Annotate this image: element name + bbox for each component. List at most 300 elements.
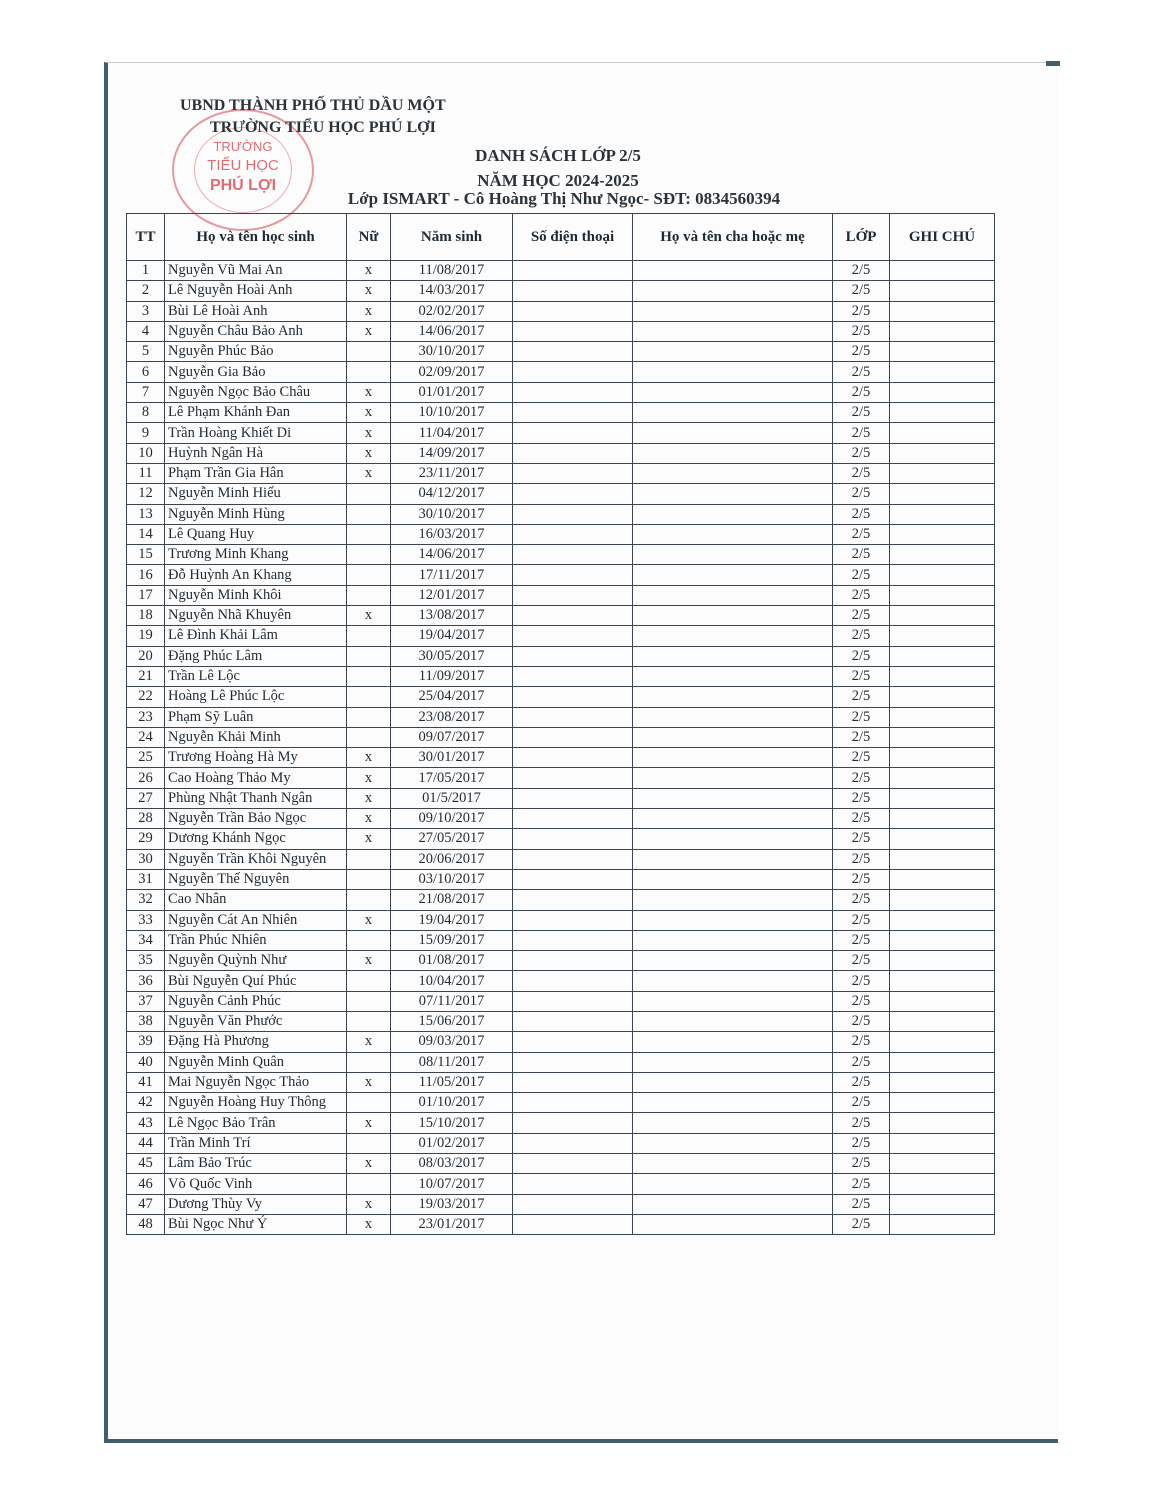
cell-birth-date: 19/04/2017 (391, 626, 513, 646)
cell-class: 2/5 (833, 869, 890, 889)
cell-student-name: Cao Nhân (165, 890, 347, 910)
authority-name: UBND THÀNH PHỐ THỦ DẦU MỘT (180, 97, 446, 114)
cell-student-name: Nguyễn Cát An Nhiên (165, 910, 347, 930)
cell-female: x (347, 768, 391, 788)
cell-student-name: Bùi Nguyễn Quí Phúc (165, 971, 347, 991)
cell-parent-name (633, 748, 833, 768)
cell-birth-date: 15/10/2017 (391, 1113, 513, 1133)
cell-student-name: Mai Nguyễn Ngọc Thảo (165, 1072, 347, 1092)
cell-class: 2/5 (833, 707, 890, 727)
cell-parent-name (633, 463, 833, 483)
cell-class: 2/5 (833, 930, 890, 950)
cell-class: 2/5 (833, 524, 890, 544)
cell-student-name: Lê Nguyễn Hoài Anh (165, 281, 347, 301)
cell-female (347, 646, 391, 666)
cell-female (347, 524, 391, 544)
cell-female: x (347, 423, 391, 443)
cell-class: 2/5 (833, 261, 890, 281)
cell-class: 2/5 (833, 1154, 890, 1174)
cell-student-name: Nguyễn Trần Khôi Nguyên (165, 849, 347, 869)
cell-tt: 45 (127, 1154, 165, 1174)
cell-phone (513, 707, 633, 727)
table-row (127, 463, 995, 483)
cell-tt: 17 (127, 585, 165, 605)
cell-tt: 24 (127, 727, 165, 747)
cell-phone (513, 606, 633, 626)
cell-notes (890, 1032, 995, 1052)
cell-phone (513, 748, 633, 768)
school-year: NĂM HỌC 2024-2025 (477, 171, 639, 190)
table-row (127, 545, 995, 565)
cell-phone (513, 463, 633, 483)
cell-birth-date: 01/01/2017 (391, 382, 513, 402)
cell-birth-date: 30/01/2017 (391, 748, 513, 768)
cell-parent-name (633, 585, 833, 605)
cell-tt: 42 (127, 1093, 165, 1113)
school-name: TRƯỜNG TIỂU HỌC PHÚ LỢI (210, 119, 436, 136)
cell-parent-name (633, 484, 833, 504)
cell-notes (890, 423, 995, 443)
cell-female: x (347, 748, 391, 768)
cell-female: x (347, 606, 391, 626)
cell-tt: 21 (127, 666, 165, 686)
cell-phone (513, 971, 633, 991)
cell-notes (890, 1133, 995, 1153)
cell-phone (513, 423, 633, 443)
cell-tt: 40 (127, 1052, 165, 1072)
table-row (127, 687, 995, 707)
table-row (127, 1133, 995, 1153)
cell-notes (890, 626, 995, 646)
cell-female: x (347, 788, 391, 808)
cell-parent-name (633, 727, 833, 747)
cell-tt: 28 (127, 809, 165, 829)
cell-tt: 10 (127, 443, 165, 463)
cell-birth-date: 17/11/2017 (391, 565, 513, 585)
col-header-phone: Số điện thoại (513, 214, 633, 261)
cell-tt: 33 (127, 910, 165, 930)
cell-class: 2/5 (833, 1174, 890, 1194)
table-row (127, 423, 995, 443)
cell-tt: 4 (127, 321, 165, 341)
cell-phone (513, 910, 633, 930)
col-header-class: LỚP (833, 214, 890, 261)
cell-notes (890, 545, 995, 565)
cell-phone (513, 382, 633, 402)
cell-notes (890, 768, 995, 788)
cell-birth-date: 15/09/2017 (391, 930, 513, 950)
cell-birth-date: 04/12/2017 (391, 484, 513, 504)
table-row (127, 403, 995, 423)
cell-student-name: Trần Hoàng Khiết Di (165, 423, 347, 443)
cell-female (347, 890, 391, 910)
cell-class: 2/5 (833, 788, 890, 808)
cell-parent-name (633, 809, 833, 829)
cell-phone (513, 930, 633, 950)
table-row (127, 849, 995, 869)
cell-class: 2/5 (833, 403, 890, 423)
cell-phone (513, 321, 633, 341)
cell-notes (890, 788, 995, 808)
table-row (127, 727, 995, 747)
cell-phone (513, 484, 633, 504)
cell-parent-name (633, 869, 833, 889)
cell-birth-date: 23/11/2017 (391, 463, 513, 483)
cell-notes (890, 1052, 995, 1072)
table-row (127, 829, 995, 849)
cell-birth-date: 27/05/2017 (391, 829, 513, 849)
cell-class: 2/5 (833, 484, 890, 504)
table-row (127, 809, 995, 829)
cell-tt: 7 (127, 382, 165, 402)
table-row (127, 1174, 995, 1194)
cell-female (347, 1052, 391, 1072)
cell-notes (890, 281, 995, 301)
cell-class: 2/5 (833, 342, 890, 362)
table-row (127, 382, 995, 402)
cell-notes (890, 971, 995, 991)
cell-birth-date: 10/07/2017 (391, 1174, 513, 1194)
cell-tt: 16 (127, 565, 165, 585)
cell-female (347, 626, 391, 646)
cell-class: 2/5 (833, 1214, 890, 1234)
cell-class: 2/5 (833, 585, 890, 605)
cell-student-name: Lê Quang Huy (165, 524, 347, 544)
cell-tt: 19 (127, 626, 165, 646)
cell-class: 2/5 (833, 565, 890, 585)
cell-female: x (347, 809, 391, 829)
table-row (127, 1194, 995, 1214)
cell-notes (890, 869, 995, 889)
class-teacher-line: Lớp ISMART - Cô Hoàng Thị Như Ngọc- SĐT: 0834560394 (347, 189, 781, 208)
cell-birth-date: 09/03/2017 (391, 1032, 513, 1052)
table-row (127, 342, 995, 362)
cell-notes (890, 362, 995, 382)
cell-tt: 32 (127, 890, 165, 910)
document-title-block (328, 143, 788, 193)
table-row (127, 504, 995, 524)
cell-parent-name (633, 403, 833, 423)
cell-parent-name (633, 687, 833, 707)
cell-tt: 3 (127, 301, 165, 321)
table-row (127, 484, 995, 504)
cell-parent-name (633, 545, 833, 565)
cell-phone (513, 1093, 633, 1113)
cell-birth-date: 14/09/2017 (391, 443, 513, 463)
cell-class: 2/5 (833, 687, 890, 707)
cell-class: 2/5 (833, 646, 890, 666)
cell-birth-date: 08/03/2017 (391, 1154, 513, 1174)
cell-student-name: Nguyễn Cảnh Phúc (165, 991, 347, 1011)
table-row (127, 281, 995, 301)
cell-female: x (347, 910, 391, 930)
table-row (127, 971, 995, 991)
cell-birth-date: 12/01/2017 (391, 585, 513, 605)
cell-parent-name (633, 707, 833, 727)
cell-birth-date: 11/08/2017 (391, 261, 513, 281)
cell-parent-name (633, 301, 833, 321)
cell-class: 2/5 (833, 423, 890, 443)
table-row (127, 1032, 995, 1052)
cell-tt: 27 (127, 788, 165, 808)
cell-tt: 5 (127, 342, 165, 362)
cell-female (347, 342, 391, 362)
cell-notes (890, 991, 995, 1011)
cell-student-name: Phùng Nhật Thanh Ngân (165, 788, 347, 808)
cell-notes (890, 1194, 995, 1214)
cell-class: 2/5 (833, 951, 890, 971)
cell-class: 2/5 (833, 991, 890, 1011)
cell-class: 2/5 (833, 890, 890, 910)
cell-notes (890, 1093, 995, 1113)
cell-tt: 14 (127, 524, 165, 544)
cell-student-name: Nguyễn Trần Bảo Ngọc (165, 809, 347, 829)
cell-parent-name (633, 1113, 833, 1133)
cell-tt: 31 (127, 869, 165, 889)
cell-parent-name (633, 342, 833, 362)
table-row (127, 768, 995, 788)
cell-tt: 22 (127, 687, 165, 707)
cell-tt: 11 (127, 463, 165, 483)
cell-female: x (347, 463, 391, 483)
scan-edge-mark (1046, 61, 1060, 66)
cell-birth-date: 20/06/2017 (391, 849, 513, 869)
cell-student-name: Dương Thùy Vy (165, 1194, 347, 1214)
cell-birth-date: 14/06/2017 (391, 321, 513, 341)
cell-phone (513, 727, 633, 747)
cell-class: 2/5 (833, 504, 890, 524)
cell-class: 2/5 (833, 362, 890, 382)
cell-tt: 26 (127, 768, 165, 788)
cell-tt: 20 (127, 646, 165, 666)
cell-female: x (347, 1032, 391, 1052)
cell-phone (513, 261, 633, 281)
cell-notes (890, 727, 995, 747)
cell-parent-name (633, 443, 833, 463)
cell-birth-date: 23/01/2017 (391, 1214, 513, 1234)
cell-phone (513, 1052, 633, 1072)
cell-notes (890, 890, 995, 910)
cell-phone (513, 1032, 633, 1052)
cell-student-name: Nguyễn Quỳnh Như (165, 951, 347, 971)
cell-class: 2/5 (833, 1093, 890, 1113)
cell-student-name: Đỗ Huỳnh An Khang (165, 565, 347, 585)
cell-phone (513, 443, 633, 463)
table-row (127, 321, 995, 341)
table-row (127, 261, 995, 281)
table-row (127, 869, 995, 889)
cell-phone (513, 788, 633, 808)
cell-birth-date: 09/07/2017 (391, 727, 513, 747)
cell-birth-date: 16/03/2017 (391, 524, 513, 544)
cell-phone (513, 585, 633, 605)
cell-notes (890, 261, 995, 281)
cell-notes (890, 301, 995, 321)
cell-phone (513, 849, 633, 869)
cell-tt: 38 (127, 1011, 165, 1031)
cell-student-name: Nguyễn Minh Hiếu (165, 484, 347, 504)
cell-female: x (347, 1113, 391, 1133)
cell-female: x (347, 321, 391, 341)
cell-phone (513, 890, 633, 910)
cell-notes (890, 1072, 995, 1092)
cell-phone (513, 362, 633, 382)
cell-parent-name (633, 1072, 833, 1092)
cell-female: x (347, 1214, 391, 1234)
table-row (127, 1052, 995, 1072)
cell-phone (513, 829, 633, 849)
cell-female (347, 1174, 391, 1194)
table-row (127, 443, 995, 463)
table-row (127, 910, 995, 930)
col-header-tt: TT (127, 214, 165, 261)
cell-phone (513, 1194, 633, 1214)
cell-female: x (347, 829, 391, 849)
cell-tt: 46 (127, 1174, 165, 1194)
cell-notes (890, 646, 995, 666)
cell-student-name: Trần Minh Trí (165, 1133, 347, 1153)
cell-female (347, 707, 391, 727)
cell-tt: 18 (127, 606, 165, 626)
cell-parent-name (633, 991, 833, 1011)
table-row (127, 788, 995, 808)
cell-phone (513, 1113, 633, 1133)
cell-birth-date: 10/04/2017 (391, 971, 513, 991)
cell-student-name: Trương Minh Khang (165, 545, 347, 565)
cell-class: 2/5 (833, 443, 890, 463)
cell-notes (890, 342, 995, 362)
cell-parent-name (633, 646, 833, 666)
cell-birth-date: 07/11/2017 (391, 991, 513, 1011)
cell-student-name: Nguyễn Minh Quân (165, 1052, 347, 1072)
cell-parent-name (633, 910, 833, 930)
cell-class: 2/5 (833, 1133, 890, 1153)
cell-student-name: Nguyễn Phúc Bảo (165, 342, 347, 362)
cell-student-name: Nguyễn Hoàng Huy Thông (165, 1093, 347, 1113)
cell-class: 2/5 (833, 849, 890, 869)
cell-female (347, 545, 391, 565)
table-row (127, 1072, 995, 1092)
cell-class: 2/5 (833, 1113, 890, 1133)
cell-phone (513, 1174, 633, 1194)
cell-student-name: Nguyễn Văn Phước (165, 1011, 347, 1031)
cell-notes (890, 829, 995, 849)
document-sheet (104, 62, 1058, 1443)
cell-birth-date: 30/05/2017 (391, 646, 513, 666)
cell-student-name: Dương Khánh Ngọc (165, 829, 347, 849)
cell-student-name: Lê Đình Khải Lâm (165, 626, 347, 646)
table-row (127, 930, 995, 950)
cell-birth-date: 14/06/2017 (391, 545, 513, 565)
cell-notes (890, 1174, 995, 1194)
cell-tt: 39 (127, 1032, 165, 1052)
cell-parent-name (633, 1174, 833, 1194)
cell-female (347, 504, 391, 524)
cell-student-name: Phạm Sỹ Luân (165, 707, 347, 727)
cell-class: 2/5 (833, 626, 890, 646)
cell-student-name: Nguyễn Vũ Mai An (165, 261, 347, 281)
cell-class: 2/5 (833, 666, 890, 686)
stamp-line-2: TIỂU HỌC (207, 157, 279, 174)
cell-phone (513, 626, 633, 646)
cell-female (347, 971, 391, 991)
cell-notes (890, 951, 995, 971)
table-row (127, 301, 995, 321)
cell-tt: 48 (127, 1214, 165, 1234)
cell-student-name: Nguyễn Châu Bảo Anh (165, 321, 347, 341)
cell-parent-name (633, 1093, 833, 1113)
cell-class: 2/5 (833, 727, 890, 747)
cell-female (347, 1011, 391, 1031)
cell-parent-name (633, 1032, 833, 1052)
table-row (127, 951, 995, 971)
cell-female (347, 869, 391, 889)
cell-student-name: Trần Lê Lộc (165, 666, 347, 686)
cell-notes (890, 321, 995, 341)
cell-class: 2/5 (833, 301, 890, 321)
table-row (127, 991, 995, 1011)
cell-student-name: Nguyễn Nhã Khuyên (165, 606, 347, 626)
table-body (127, 261, 995, 1235)
col-header-female: Nữ (347, 214, 391, 261)
cell-tt: 37 (127, 991, 165, 1011)
cell-notes (890, 463, 995, 483)
cell-class: 2/5 (833, 829, 890, 849)
table-row (127, 707, 995, 727)
cell-notes (890, 443, 995, 463)
cell-parent-name (633, 423, 833, 443)
cell-female: x (347, 1154, 391, 1174)
table-row (127, 1113, 995, 1133)
cell-notes (890, 1011, 995, 1031)
cell-tt: 8 (127, 403, 165, 423)
cell-class: 2/5 (833, 1072, 890, 1092)
cell-birth-date: 10/10/2017 (391, 403, 513, 423)
cell-notes (890, 930, 995, 950)
cell-student-name: Trần Phúc Nhiên (165, 930, 347, 950)
cell-tt: 35 (127, 951, 165, 971)
cell-notes (890, 707, 995, 727)
cell-parent-name (633, 626, 833, 646)
cell-birth-date: 19/03/2017 (391, 1194, 513, 1214)
cell-tt: 47 (127, 1194, 165, 1214)
cell-birth-date: 11/04/2017 (391, 423, 513, 443)
cell-notes (890, 565, 995, 585)
cell-notes (890, 1214, 995, 1234)
issuing-authority-block (180, 95, 480, 139)
cell-phone (513, 646, 633, 666)
cell-notes (890, 910, 995, 930)
cell-student-name: Đặng Phúc Lâm (165, 646, 347, 666)
cell-phone (513, 504, 633, 524)
cell-student-name: Bùi Lê Hoài Anh (165, 301, 347, 321)
cell-birth-date: 30/10/2017 (391, 342, 513, 362)
cell-notes (890, 666, 995, 686)
cell-student-name: Bùi Ngọc Như Ý (165, 1214, 347, 1234)
cell-female: x (347, 261, 391, 281)
table-row (127, 524, 995, 544)
cell-phone (513, 768, 633, 788)
cell-parent-name (633, 565, 833, 585)
cell-parent-name (633, 382, 833, 402)
cell-birth-date: 21/08/2017 (391, 890, 513, 910)
cell-parent-name (633, 524, 833, 544)
cell-notes (890, 524, 995, 544)
cell-female (347, 666, 391, 686)
cell-parent-name (633, 1214, 833, 1234)
cell-female (347, 1133, 391, 1153)
table-row (127, 585, 995, 605)
